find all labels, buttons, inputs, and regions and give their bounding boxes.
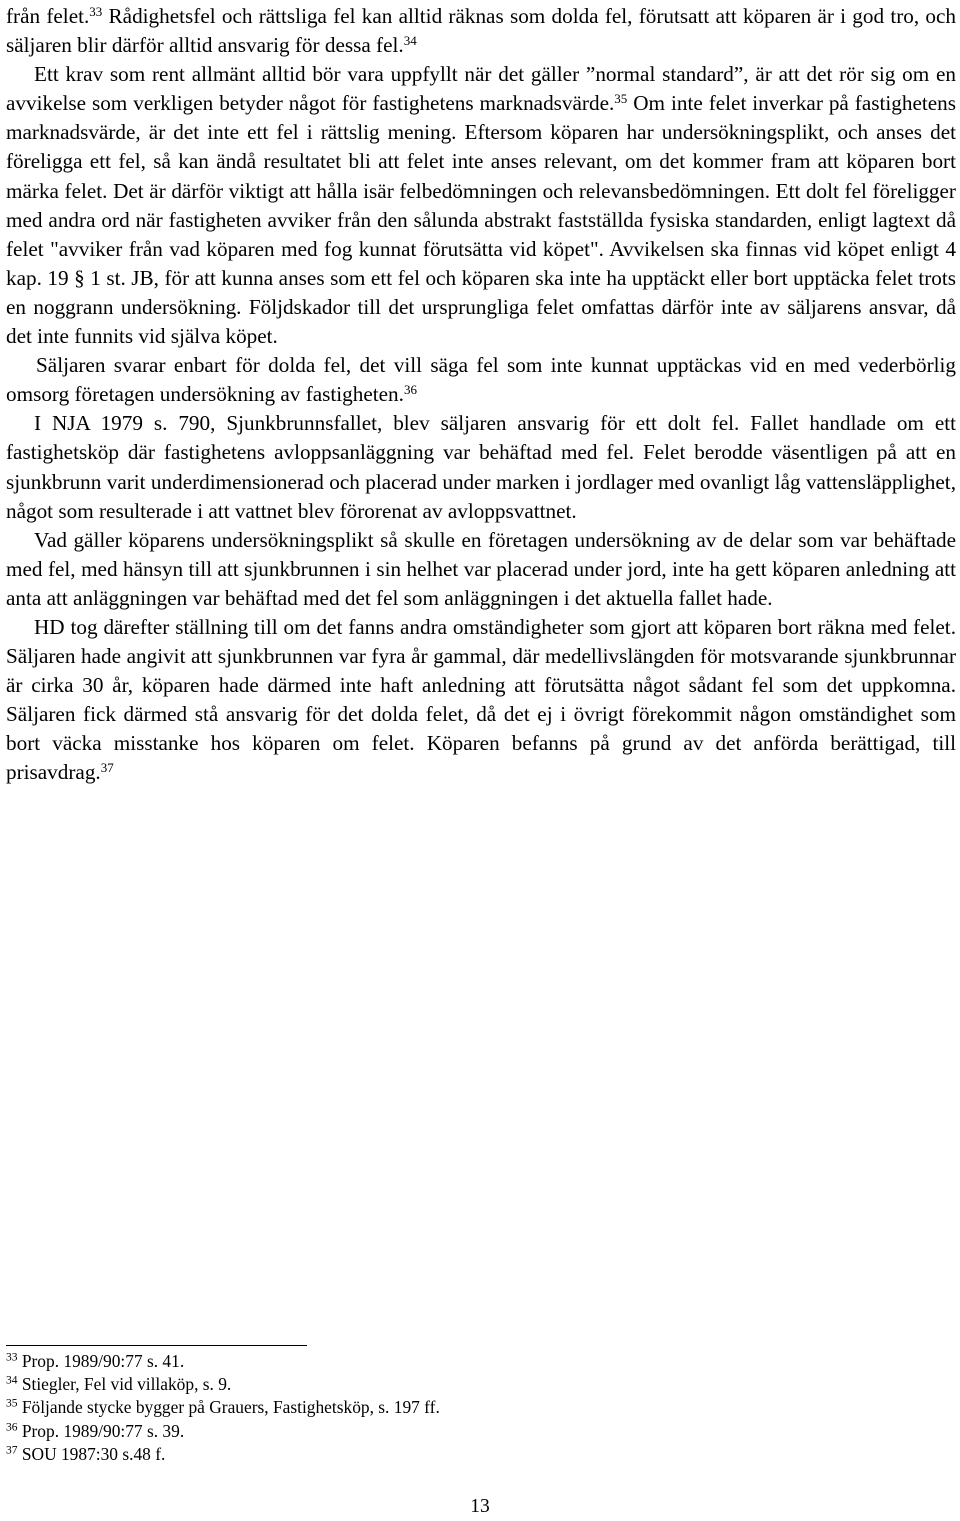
paragraph-text: I NJA 1979 s. 790, Sjunkbrunnsfallet, blev säljaren ansvarig för ett dolt fel. Fallet handlade om ett fastighetsköp där fastighetens avloppsanläggning var behäftad med fel. Felet berodde väsentligen på att en sjunkbrunn varit underdimensionerad och placerad under marken i jordlager med ovanligt låg vattensläpplighet, något som resulterade i att vattnet blev förorenat av avloppsvattnet. — [6, 411, 956, 523]
footnote-number: 36 — [6, 1421, 18, 1434]
footnote-number: 33 — [6, 1351, 18, 1364]
footnote-text: Prop. 1989/90:77 s. 41. — [17, 1351, 185, 1371]
paragraph-2 — [6, 60, 956, 351]
paragraph-3 — [6, 351, 956, 409]
paragraph-1 — [6, 2, 956, 60]
paragraph-5 — [6, 526, 956, 613]
paragraph-6 — [6, 613, 956, 788]
footnote-text: Prop. 1989/90:77 s. 39. — [17, 1420, 185, 1441]
footnote-item — [6, 1396, 706, 1419]
footnote-text: Följande stycke bygger på Grauers, Fastighetsköp, s. 197 ff. — [17, 1397, 440, 1418]
document-page — [6, 2, 956, 788]
footnote-text: Stiegler, Fel vid villaköp, s. 9. — [17, 1374, 232, 1395]
footnote-number: 37 — [6, 1444, 18, 1457]
footnote-ref-34[interactable]: 34 — [403, 32, 417, 48]
paragraph-text: HD tog därefter ställning till om det fanns andra omständigheter som gjort att köparen bort räkna med felet. Säljaren hade angivit att sjunkbrunnen var fyra år gammal, där medellivslängden för motsvarande sjunkbrunnar är cirka 30 år, köparen hade därmed inte haft anledning att förutsätta något sådant fel som det uppkomna. Säljaren fick därmed stå ansvarig för det dolda felet, då det ej i övrigt förekommit någon omständighet som bort väcka misstanke hos köparen om felet. Köparen befanns på grund av det anförda berättigad, till prisavdrag. — [6, 614, 956, 785]
footnote-list — [6, 1350, 706, 1466]
footnote-number: 35 — [6, 1398, 18, 1411]
paragraph-text: från felet. — [6, 4, 90, 28]
paragraph-text: Om inte felet inverkar på fastighetens marknadsvärde, är det inte ett fel i rättslig mening. Eftersom köparen har undersökningsplikt, och anses det föreligga ett fel, så kan ändå resultatet bli att felet inte anses relevant, om det kommer fram att köparen bort märka felet. Det är därför viktigt att hålla isär felbedömningen och relevansbedömningen. Ett dolt fel föreligger med andra ord när fastigheten avviker från den sålunda abstrakt fastställda fysiska standarden, enligt lagtext då felet "avviker från vad köparen med fog kunnat förutsätta vid köpet". Avvikelsen ska finnas vid köpet enligt 4 kap. 19 § 1 st. JB, för att kunna anses som ett fel och köparen ska inte ha upptäckt eller bort upptäcka felet trots en noggrann undersökning. Följdskador till det ursprungliga felet omfattas därför inte av säljarens ansvar, då det inte funnits vid själva köpet. — [6, 91, 956, 349]
paragraph-text: Säljaren svarar enbart för dolda fel, det vill säga fel som inte kunnat upptäckas vid en med vederbörlig omsorg företagen undersökning av fastigheten. — [6, 353, 956, 407]
footnote-text: SOU 1987:30 s.48 f. — [17, 1443, 166, 1464]
paragraph-4 — [6, 409, 956, 525]
footnote-divider — [6, 1345, 307, 1346]
footnote-ref-33[interactable]: 33 — [89, 3, 103, 19]
footnote-ref-35[interactable]: 35 — [614, 91, 628, 107]
page-number: 13 — [470, 1496, 490, 1517]
footnote-item — [6, 1420, 706, 1443]
footnote-item — [6, 1373, 706, 1396]
footnote-item — [6, 1443, 706, 1466]
footnote-ref-36[interactable]: 36 — [403, 382, 417, 398]
paragraph-text: Vad gäller köparens undersökningsplikt så skulle en företagen undersökning av de delar som var behäftade med fel, med hänsyn till att sjunkbrunnen i sin helhet var placerad under jord, inte ha gett köparen anledning att anta att anläggningen var behäftad med det fel som anläggningen i det aktuella fallet hade. — [6, 527, 956, 610]
footnote-item — [6, 1350, 706, 1373]
footnote-number: 34 — [6, 1374, 18, 1387]
paragraph-text: Rådighetsfel och rättsliga fel kan alltid räknas som dolda fel, förutsatt att köparen är i god tro, och säljaren blir därför alltid ansvarig för dessa fel. — [6, 4, 956, 58]
paragraph-text: Ett krav som rent allmänt alltid bör vara uppfyllt när det gäller ”normal standard”, är att det rör sig om en avvikelse som verkligen betyder något för fastighetens marknadsvärde. — [6, 62, 956, 116]
footnote-ref-37[interactable]: 37 — [100, 760, 114, 776]
